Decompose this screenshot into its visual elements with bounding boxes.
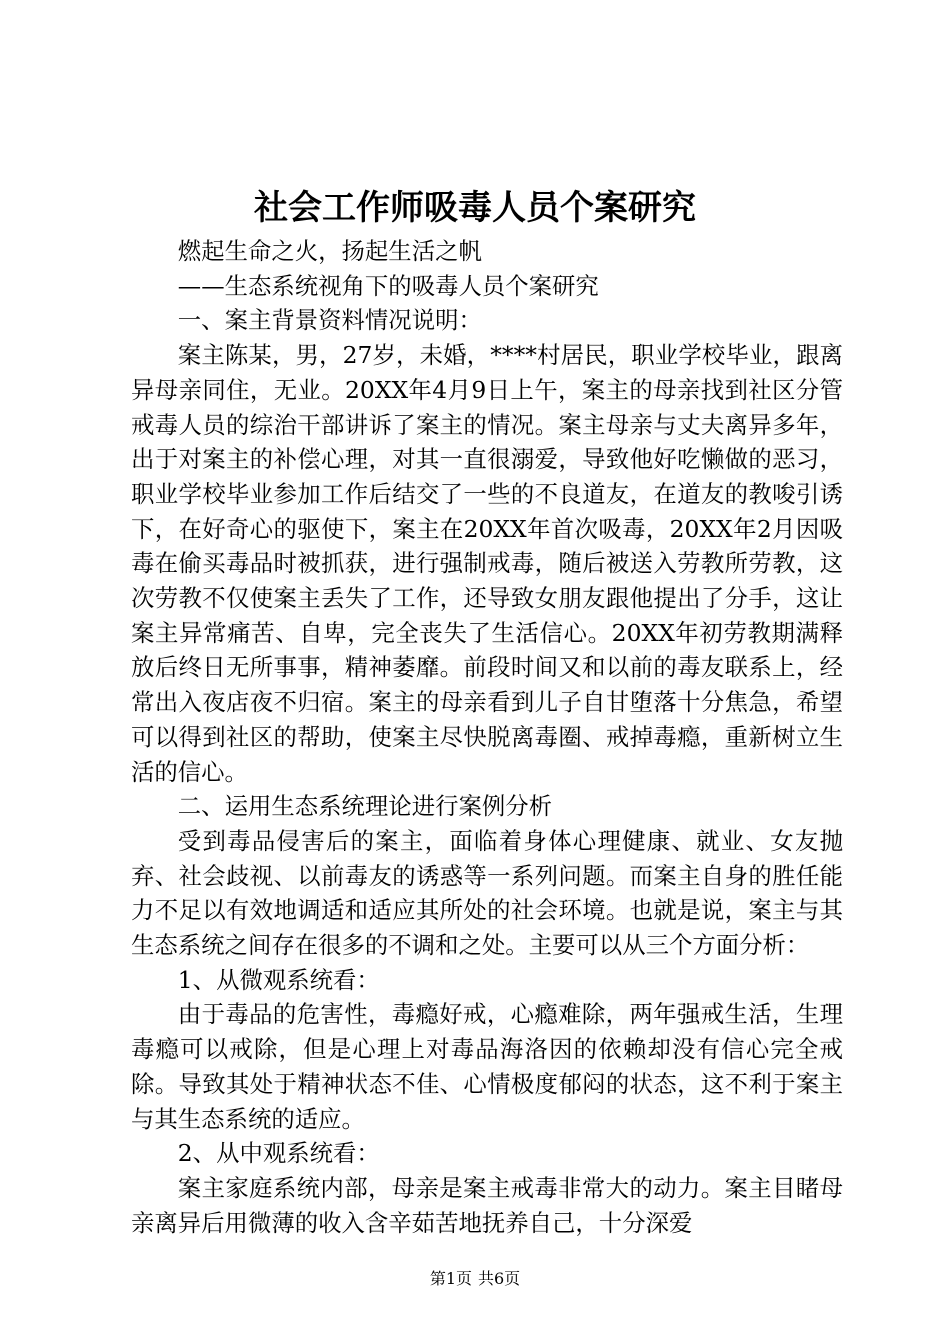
body-paragraph: 案主陈某，男，27岁，未婚，****村居民，职业学校毕业，跟离异母亲同住，无业。20XX年4月9日上午，案主的母亲找到社区分管戒毒人员的综治干部讲诉了案主的情况。案主母亲与丈夫离异多年，出于对案主的补偿心理，对其一直很溺爱，导致他好吃懒做的恶习，职业学校毕业参加工作后结交了一些的不良道友，在道友的教唆引诱下，在好奇心的驱使下，案主在20XX年首次吸毒，20XX年2月因吸毒在偷买毒品时被抓获，进行强制戒毒，随后被送入劳教所劳教，这次劳教不仅使案主丢失了工作，还导致女朋友跟他提出了分手，这让案主异常痛苦、自卑，完全丧失了生活信心。20XX年初劳教期满释放后终日无所事事，精神萎靡。前段时间又和以前的毒友联系上，经常出入夜店夜不归宿。案主的母亲看到儿子自甘堕落十分焦急，希望可以得到社区的帮助，使案主尽快脱离毒圈、戒掉毒瘾，重新树立生活的信心。	[131, 341, 843, 786]
document-body	[131, 234, 843, 1240]
body-paragraph: 案主家庭系统内部，母亲是案主戒毒非常大的动力。案主目睹母亲离异后用微薄的收入含辛茹苦地抚养自己，十分深爱	[131, 1173, 843, 1237]
body-paragraph: 由于毒品的危害性，毒瘾好戒，心瘾难除，两年强戒生活，生理毒瘾可以戒除，但是心理上对毒品海洛因的依赖却没有信心完全戒除。导致其处于精神状态不佳、心情极度郁闷的状态，这不利于案主与其生态系统的适应。	[131, 1000, 843, 1133]
subsection-heading: 2、从中观系统看：	[177, 1139, 380, 1168]
subtitle-line: 燃起生命之火，扬起生活之帆	[177, 237, 482, 265]
section-heading: 一、案主背景资料情况说明：	[177, 306, 482, 335]
document-title: 社会工作师吸毒人员个案研究	[254, 188, 696, 228]
page-footer	[0, 1268, 950, 1290]
section-heading: 二、运用生态系统理论进行案例分析	[177, 792, 553, 821]
body-paragraph: 受到毒品侵害后的案主，面临着身体心理健康、就业、女友抛弃、社会歧视、以前毒友的诱惑等一系列问题。而案主自身的胜任能力不足以有效地调适和适应其所处的社会环境。也就是说，案主与其生态系统之间存在很多的不调和之处。主要可以从三个方面分析：	[131, 826, 843, 960]
subtitle-line: ——生态系统视角下的吸毒人员个案研究	[177, 271, 599, 300]
page-total: 共6页	[478, 1269, 521, 1288]
subsection-heading: 1、从微观系统看：	[177, 965, 380, 994]
page-number: 第1页	[429, 1269, 472, 1288]
